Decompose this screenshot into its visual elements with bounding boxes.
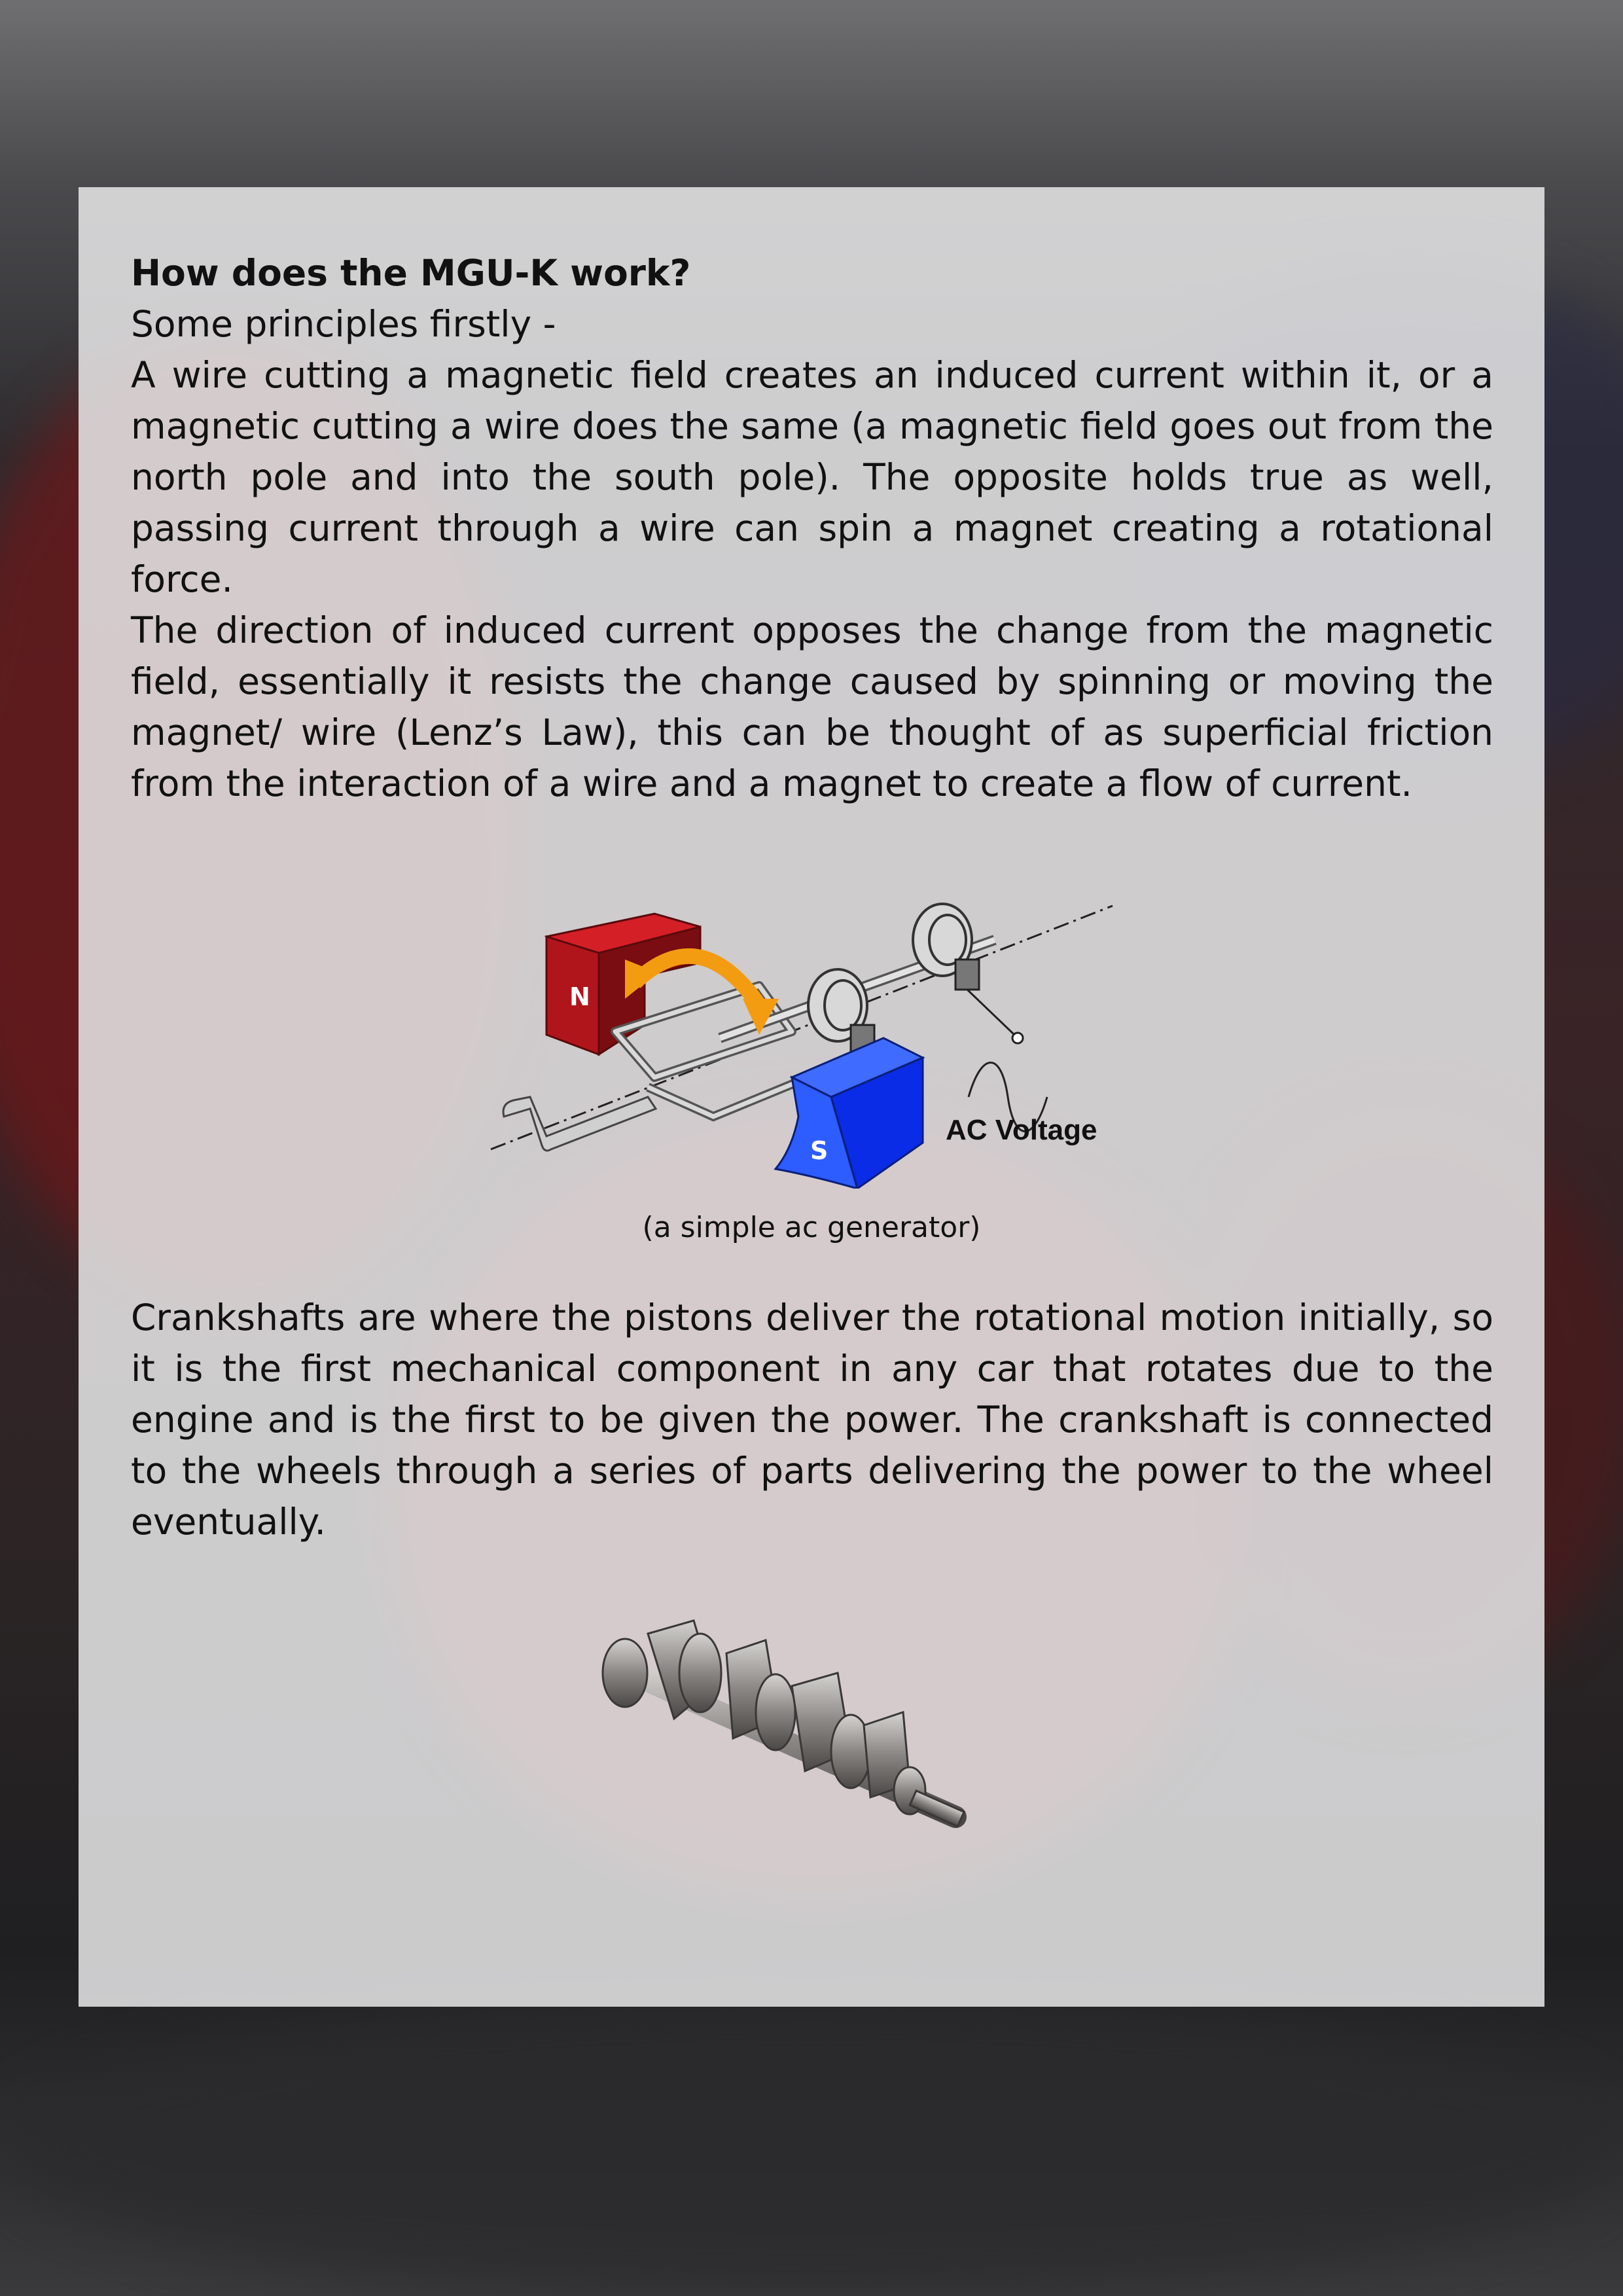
paragraph: A wire cutting a magnetic field creates an induced current within it, or a magnetic cutting a wire does the same (a magnetic field goes out from the north pole and into the south pole). The opposite holds true as well, passing current through a wire can spin a magnet creating a rotational force.: [131, 354, 1493, 600]
content-panel: [79, 187, 1544, 2007]
ac-generator-diagram: [484, 901, 1139, 1189]
slip-ring: [913, 904, 979, 990]
paragraph: Crankshafts are where the pistons deliver the rotational motion initially, so it is the first mechanical component in any car that rotates due to the engine and is the first to be given the power. The crankshaft is connected to the wheels through a series of parts delivering the power to the wheel eventually.: [131, 1297, 1493, 1543]
crankshaft-text-block: [131, 1292, 1493, 1547]
ac-voltage-label: AC Voltage: [946, 1114, 1097, 1146]
intro-text-block: [131, 247, 1493, 809]
crankshaft-image: [589, 1594, 982, 1843]
rotation-arrow-icon: [635, 956, 759, 1005]
crank-handle: [503, 1097, 656, 1151]
north-label: N: [569, 982, 590, 1011]
paragraph: The direction of induced current opposes the change from the magnetic field, essentially it resists the change caused by spinning or moving the magnet/ wire (Lenz’s Law), this can be thought of as superficial friction from the interaction of a wire and a magnet to create a flow of current.: [131, 609, 1493, 804]
figure-caption: (a simple ac generator): [642, 1211, 981, 1244]
paragraph: Some principles firstly -: [131, 303, 556, 345]
south-magnet: [776, 1038, 923, 1189]
section-heading: How does the MGU-K work?: [131, 252, 691, 294]
south-label: S: [810, 1136, 829, 1165]
